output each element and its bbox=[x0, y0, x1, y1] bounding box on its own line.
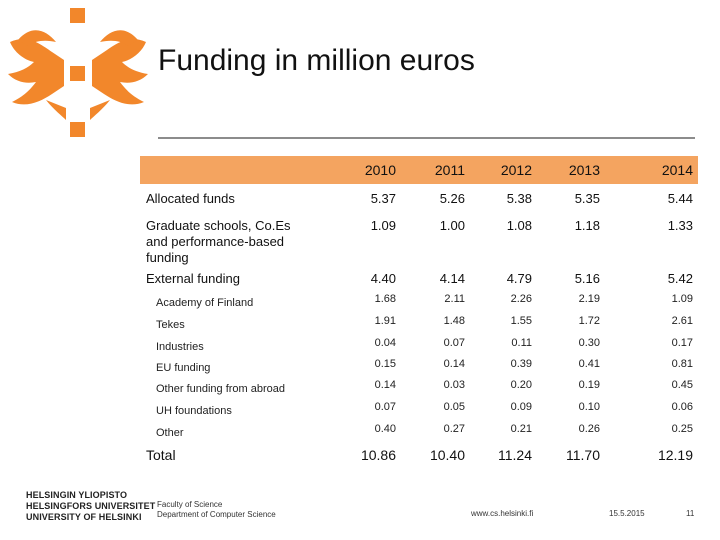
table-cell: 2.61 bbox=[671, 315, 693, 327]
university-name-finnish: HELSINGIN YLIOPISTO bbox=[26, 490, 128, 500]
table-cell: 0.11 bbox=[511, 337, 532, 349]
table-cell: 5.38 bbox=[506, 191, 532, 206]
table-cell: 0.26 bbox=[578, 423, 600, 435]
table-cell: 1.09 bbox=[370, 218, 396, 233]
funding-table bbox=[140, 156, 698, 468]
table-cell: 0.05 bbox=[443, 401, 465, 413]
column-header-2013: 2013 bbox=[568, 162, 600, 178]
row-label: EU funding bbox=[156, 362, 211, 374]
table-cell: 11.24 bbox=[498, 447, 532, 463]
table-cell: 2.26 bbox=[510, 293, 532, 305]
row-label: Graduate schools, Co.Es and performance-based funding bbox=[146, 218, 291, 265]
table-cell: 0.10 bbox=[578, 401, 600, 413]
table-cell: 0.04 bbox=[374, 337, 396, 349]
table-cell: 1.55 bbox=[510, 315, 532, 327]
table-cell: 0.09 bbox=[510, 401, 532, 413]
table-cell: 1.33 bbox=[667, 218, 693, 233]
slide-title: Funding in million euros bbox=[158, 44, 475, 77]
table-cell: 4.79 bbox=[506, 271, 532, 286]
footer-date: 15.5.2015 bbox=[609, 509, 645, 518]
table-cell: 5.37 bbox=[370, 191, 396, 206]
row-label: Allocated funds bbox=[146, 191, 235, 206]
table-row-external-funding bbox=[140, 271, 698, 293]
table-cell: 0.40 bbox=[374, 423, 396, 435]
table-cell: 5.16 bbox=[574, 271, 600, 286]
table-cell: 11.70 bbox=[566, 447, 600, 463]
row-label: Tekes bbox=[156, 319, 185, 331]
row-label: Academy of Finland bbox=[156, 297, 254, 309]
table-cell: 0.30 bbox=[578, 337, 600, 349]
table-cell: 5.44 bbox=[667, 191, 693, 206]
row-label: Other funding from abroad bbox=[156, 383, 286, 395]
column-header-2014: 2014 bbox=[661, 162, 693, 178]
footer-faculty bbox=[157, 500, 276, 520]
table-cell: 0.15 bbox=[374, 358, 396, 370]
column-header-2011: 2011 bbox=[434, 162, 465, 178]
table-cell: 0.07 bbox=[443, 337, 465, 349]
table-row-academy-of-finland bbox=[140, 293, 698, 315]
table-cell: 0.21 bbox=[510, 423, 532, 435]
table-cell: 4.40 bbox=[370, 271, 396, 286]
table-cell: 4.14 bbox=[439, 271, 465, 286]
table-cell: 0.27 bbox=[443, 423, 465, 435]
slide-number: 11 bbox=[686, 509, 695, 518]
table-cell: 5.42 bbox=[667, 271, 693, 286]
table-cell: 0.14 bbox=[443, 358, 465, 370]
title-divider bbox=[158, 137, 695, 139]
table-cell: 2.11 bbox=[444, 293, 465, 305]
table-cell: 0.41 bbox=[578, 358, 600, 370]
table-row-industries bbox=[140, 337, 698, 358]
university-flame-logo bbox=[6, 4, 154, 140]
column-header-2010: 2010 bbox=[364, 162, 396, 178]
university-name-swedish: HELSINGFORS UNIVERSITET bbox=[26, 501, 156, 511]
table-row-other-funding-abroad bbox=[140, 379, 698, 401]
table-row-total bbox=[140, 444, 698, 468]
table-cell: 10.40 bbox=[429, 447, 465, 463]
table-cell: 5.26 bbox=[439, 191, 465, 206]
table-cell: 0.17 bbox=[671, 337, 693, 349]
table-cell: 0.39 bbox=[510, 358, 532, 370]
row-label: Industries bbox=[156, 341, 204, 353]
table-cell: 0.07 bbox=[374, 401, 396, 413]
row-label: Other bbox=[156, 427, 184, 439]
row-label: External funding bbox=[146, 271, 240, 286]
table-row-uh-foundations bbox=[140, 401, 698, 423]
row-label: Total bbox=[146, 447, 176, 463]
table-cell: 1.00 bbox=[439, 218, 465, 233]
table-row-tekes bbox=[140, 315, 698, 337]
table-cell: 2.19 bbox=[578, 293, 600, 305]
table-cell: 1.91 bbox=[374, 315, 396, 327]
column-header-2012: 2012 bbox=[500, 162, 532, 178]
table-cell: 1.48 bbox=[443, 315, 465, 327]
table-cell: 0.14 bbox=[374, 379, 396, 391]
table-cell: 0.06 bbox=[671, 401, 693, 413]
table-row-allocated-funds bbox=[140, 184, 698, 216]
row-label: UH foundations bbox=[156, 405, 232, 417]
table-cell: 0.25 bbox=[671, 423, 693, 435]
table-cell: 1.68 bbox=[374, 293, 396, 305]
university-name-english: UNIVERSITY OF HELSINKI bbox=[26, 512, 142, 522]
table-header-row bbox=[140, 156, 698, 184]
table-cell: 1.09 bbox=[671, 293, 693, 305]
table-cell: 12.19 bbox=[657, 447, 693, 463]
table-row-other bbox=[140, 423, 698, 444]
faculty-name: Faculty of Science bbox=[157, 500, 223, 509]
department-name: Department of Computer Science bbox=[157, 510, 276, 519]
table-cell: 1.08 bbox=[506, 218, 532, 233]
table-cell: 0.20 bbox=[510, 379, 532, 391]
table-cell: 1.18 bbox=[574, 218, 600, 233]
table-cell: 5.35 bbox=[574, 191, 600, 206]
table-cell: 0.19 bbox=[578, 379, 600, 391]
university-wordmark bbox=[26, 490, 155, 523]
footer-url: www.cs.helsinki.fi bbox=[471, 509, 534, 518]
table-cell: 10.86 bbox=[360, 447, 396, 463]
table-cell: 0.45 bbox=[671, 379, 693, 391]
table-cell: 0.81 bbox=[671, 358, 693, 370]
table-row-eu-funding bbox=[140, 358, 698, 379]
table-cell: 1.72 bbox=[578, 315, 600, 327]
table-cell: 0.03 bbox=[443, 379, 465, 391]
table-row-graduate-schools bbox=[140, 216, 698, 271]
